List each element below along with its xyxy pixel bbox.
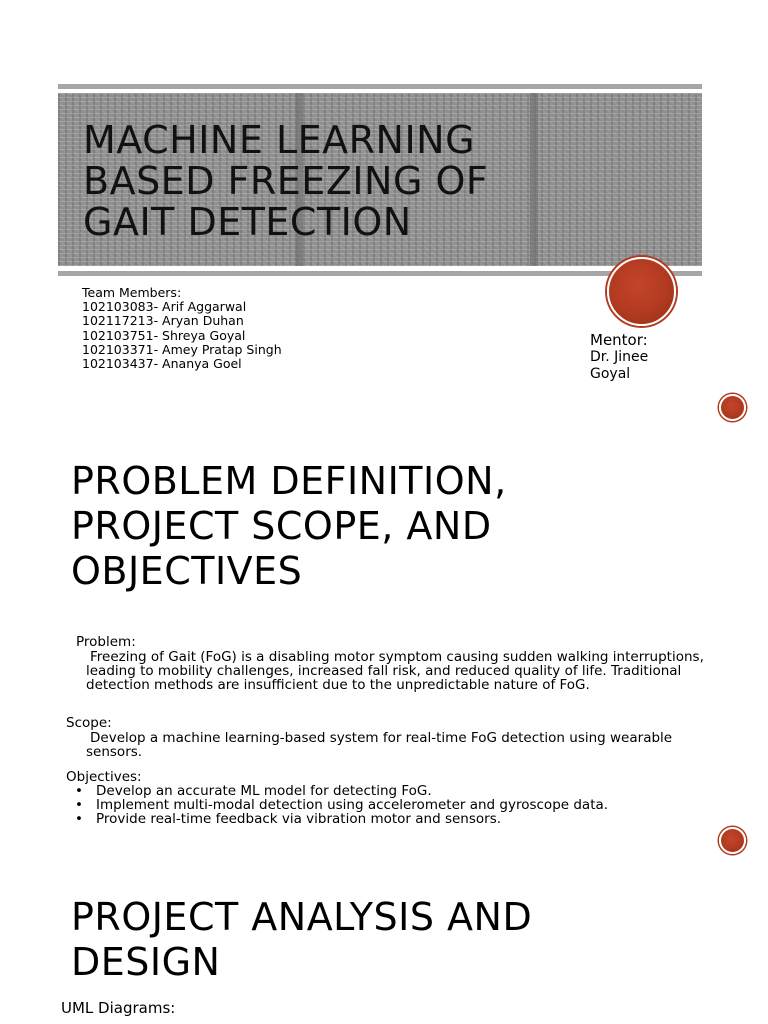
slide-heading-problem: PROBLEM DEFINITION, PROJECT SCOPE, AND OBJECTIVES xyxy=(71,459,507,593)
team-label: Team Members: xyxy=(82,285,182,300)
slide-heading-analysis: PROJECT ANALYSIS AND DESIGN xyxy=(71,895,533,984)
problem-text: Freezing of Gait (FoG) is a disabling motor symptom causing sudden walking interruptions, leading to mobility challenges, increased fall risk, and reduced quality of life. Traditional detection methods are insufficient due to the unpredictable nature of FoG. xyxy=(86,649,704,693)
scope-text: Develop a machine learning-based system for real-time FoG detection using wearable sensors. xyxy=(86,730,673,760)
team-members xyxy=(82,286,282,371)
banner-top-line xyxy=(58,84,702,89)
list-item: • Develop an accurate ML model for detecting FoG. xyxy=(75,784,608,798)
team-member: 102117213- Aryan Duhan xyxy=(82,313,244,329)
list-item: • Implement multi-modal detection using accelerometer and gyroscope data. xyxy=(75,798,608,812)
decorative-circle-small xyxy=(719,394,746,421)
objectives-list xyxy=(75,784,608,826)
decorative-circle-large xyxy=(607,257,676,326)
mentor-name: Dr. Jinee Goyal xyxy=(590,349,649,382)
problem-label: Problem: xyxy=(76,634,136,650)
list-item: • Provide real-time feedback via vibration motor and sensors. xyxy=(75,812,608,826)
team-member: 102103437- Ananya Goel xyxy=(82,356,242,372)
team-member: 102103371- Amey Pratap Singh xyxy=(82,341,282,357)
mentor-label: Mentor: xyxy=(590,331,648,349)
banner-bottom-line xyxy=(58,271,702,276)
presentation-title: MACHINE LEARNING BASED FREEZING OF GAIT DETECTION xyxy=(83,118,489,244)
decorative-circle-small xyxy=(719,827,746,854)
scope-label: Scope: xyxy=(66,715,112,731)
uml-diagrams-label: UML Diagrams: xyxy=(61,999,176,1017)
objectives-label: Objectives: xyxy=(66,769,142,785)
team-member: 102103751- Shreya Goyal xyxy=(82,327,246,343)
team-member: 102103083- Arif Aggarwal xyxy=(82,299,247,315)
